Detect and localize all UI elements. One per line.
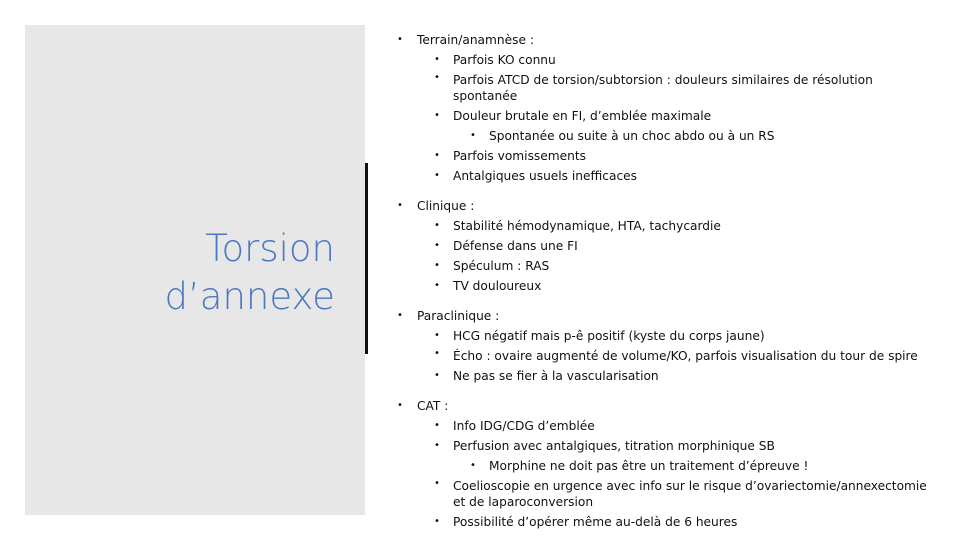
bullet-dot: • <box>434 516 440 527</box>
bullet-dot: • <box>434 240 440 251</box>
bullet-dot: • <box>434 260 440 271</box>
list-item-text: Écho : ovaire augmenté de volume/KO, parfois visualisation du tour de spire <box>453 349 918 363</box>
section-heading <box>388 30 928 50</box>
bullet-dot: • <box>470 130 476 141</box>
list-item-text: Ne pas se fier à la vascularisation <box>453 369 659 383</box>
title-panel <box>25 25 365 515</box>
list-item <box>388 70 928 106</box>
section-heading-text: Paraclinique : <box>417 309 500 323</box>
list-item <box>388 346 928 366</box>
bullet-dot: • <box>434 440 440 451</box>
list-item-text: Info IDG/CDG d’emblée <box>453 419 595 433</box>
slide-title-line-2: d’annexe <box>164 275 335 318</box>
bullet-dot: • <box>434 150 440 161</box>
list-item <box>388 106 928 126</box>
bullet-dot: • <box>434 170 440 181</box>
list-item <box>388 166 928 186</box>
bullet-dot: • <box>397 34 403 45</box>
section-heading-text: Terrain/anamnèse : <box>417 33 534 47</box>
bullet-dot: • <box>434 110 440 121</box>
list-item-text: Antalgiques usuels inefficaces <box>453 169 638 183</box>
section-heading-text: Clinique : <box>417 199 475 213</box>
vertical-divider <box>365 163 368 354</box>
list-item <box>388 236 928 256</box>
bullet-dot: • <box>470 460 476 471</box>
list-item <box>388 50 928 70</box>
list-item <box>388 216 928 236</box>
bullet-dot: • <box>434 348 440 359</box>
list-item <box>388 276 928 296</box>
bullet-list <box>388 30 928 532</box>
list-item-text: Parfois KO connu <box>453 53 556 67</box>
list-item <box>388 476 928 512</box>
bullet-dot: • <box>434 478 440 489</box>
list-item <box>388 512 928 532</box>
list-item-text: Coelioscopie en urgence avec info sur le risque d’ovariectomie/annexectomie et de laparoconversion <box>453 479 927 509</box>
list-item-text: Stabilité hémodynamique, HTA, tachycardie <box>453 219 721 233</box>
section-heading-text: CAT : <box>417 399 449 413</box>
list-item-text: Douleur brutale en FI, d’emblée maximale <box>453 109 712 123</box>
slide-title-line-1: Torsion <box>205 227 335 270</box>
bullet-dot: • <box>397 310 403 321</box>
bullet-dot: • <box>434 54 440 65</box>
list-item <box>388 256 928 276</box>
bullet-dot: • <box>434 370 440 381</box>
list-item <box>388 366 928 386</box>
list-item-text: HCG négatif mais p-ê positif (kyste du corps jaune) <box>453 329 765 343</box>
list-item <box>388 326 928 346</box>
bullet-dot: • <box>434 280 440 291</box>
list-item-text: Spontanée ou suite à un choc abdo ou à un RS <box>489 129 775 143</box>
list-item-text: TV douloureux <box>453 279 542 293</box>
section-heading <box>388 396 928 416</box>
list-item <box>388 416 928 436</box>
section-heading <box>388 196 928 216</box>
section-heading <box>388 306 928 326</box>
list-item-text: Parfois vomissements <box>453 149 586 163</box>
bullet-dot: • <box>397 400 403 411</box>
list-item-text: Défense dans une FI <box>453 239 578 253</box>
list-item-text: Spéculum : RAS <box>453 259 550 273</box>
list-item <box>388 436 928 456</box>
bullet-dot: • <box>397 200 403 211</box>
bullet-dot: • <box>434 330 440 341</box>
bullet-dot: • <box>434 72 440 83</box>
list-item <box>388 146 928 166</box>
list-item-text: Perfusion avec antalgiques, titration morphinique SB <box>453 439 775 453</box>
list-item <box>388 456 928 476</box>
list-item-text: Morphine ne doit pas être un traitement d’épreuve ! <box>489 459 809 473</box>
list-item-text: Parfois ATCD de torsion/subtorsion : douleurs similaires de résolution spontanée <box>453 73 873 103</box>
list-item <box>388 126 928 146</box>
bullet-dot: • <box>434 420 440 431</box>
list-item-text: Possibilité d’opérer même au-delà de 6 heures <box>453 515 738 529</box>
slide-title <box>165 225 335 321</box>
bullet-dot: • <box>434 220 440 231</box>
